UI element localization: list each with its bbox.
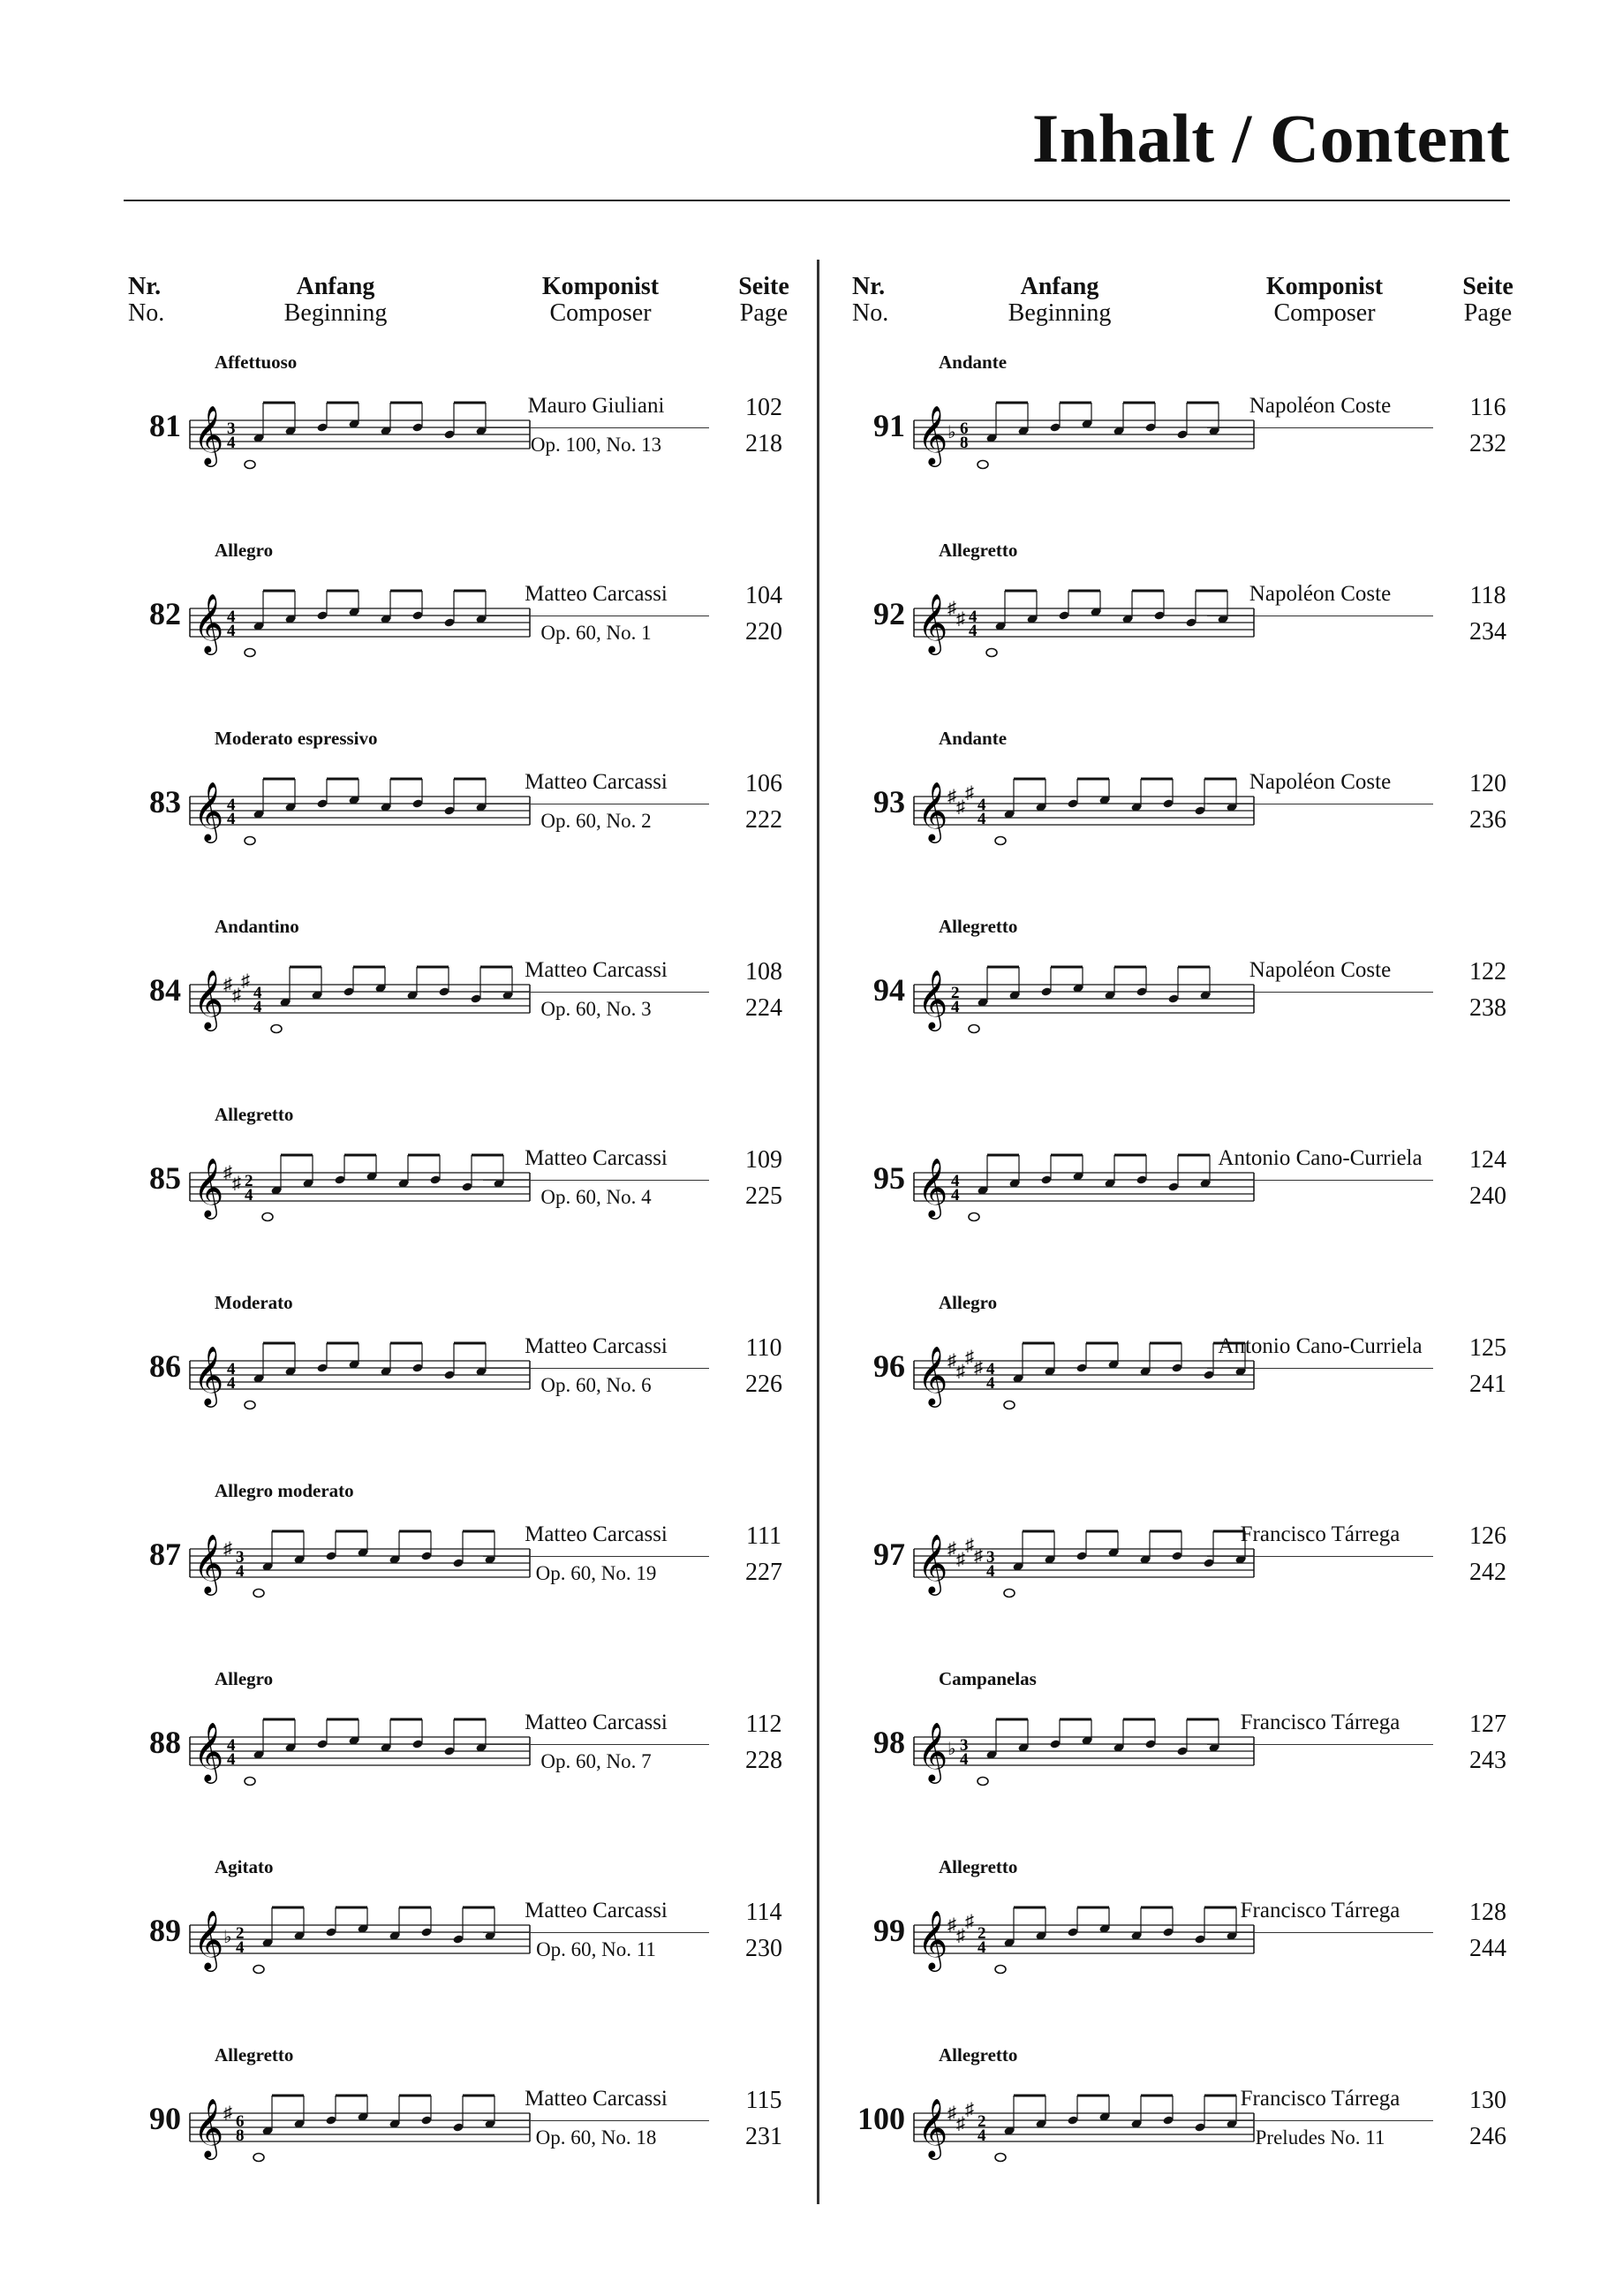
page-number-secondary: 236 bbox=[1469, 806, 1506, 834]
opus-number: Op. 60, No. 1 bbox=[540, 622, 652, 644]
time-signature-bottom: 4 bbox=[969, 622, 978, 640]
header-composer-de: Komponist bbox=[1265, 273, 1384, 300]
page-number-primary: 127 bbox=[1469, 1711, 1506, 1738]
opus-number: Op. 60, No. 4 bbox=[540, 1186, 652, 1208]
bass-note-head bbox=[1004, 1401, 1015, 1409]
composer-rule bbox=[483, 1744, 709, 1745]
header-beginning-en: Beginning bbox=[1008, 299, 1112, 327]
page-number-secondary: 231 bbox=[745, 2123, 782, 2150]
sharp-icon: ♯ bbox=[241, 971, 250, 991]
sharp-icon: ♯ bbox=[965, 1912, 974, 1931]
tempo-marking: Allegro moderato bbox=[215, 1480, 354, 1501]
opus-number: Op. 60, No. 2 bbox=[540, 810, 652, 832]
flat-icon: ♭ bbox=[223, 1928, 232, 1947]
header-composer-de: Komponist bbox=[541, 273, 660, 300]
time-signature-bottom: 8 bbox=[960, 434, 969, 452]
composer-name: Francisco Tárrega bbox=[1240, 1522, 1400, 1546]
tempo-marking: Allegretto bbox=[939, 2044, 1018, 2066]
bass-note-head bbox=[995, 2154, 1006, 2162]
tempo-marking: Allegretto bbox=[939, 1856, 1018, 1877]
bass-note-head bbox=[245, 649, 255, 657]
time-signature-bottom: 4 bbox=[245, 1186, 253, 1205]
composer-name: Antonio Cano-Curriela bbox=[1218, 1146, 1423, 1170]
page-number-primary: 120 bbox=[1469, 770, 1506, 797]
treble-clef-icon: 𝄞 bbox=[193, 1157, 224, 1217]
time-signature-top: 4 bbox=[227, 608, 236, 626]
sharp-icon: ♯ bbox=[947, 599, 956, 618]
opus-number: Preludes No. 11 bbox=[1255, 2126, 1385, 2149]
time-signature-bottom: 4 bbox=[227, 622, 236, 640]
bass-note-head bbox=[995, 837, 1006, 845]
entry-number: 83 bbox=[149, 784, 181, 819]
time-signature-top: 2 bbox=[978, 1924, 986, 1943]
time-signature-top: 4 bbox=[227, 796, 236, 814]
toc-entry[interactable] bbox=[128, 1480, 834, 1657]
entry-number: 93 bbox=[873, 784, 905, 819]
treble-clef-icon: 𝄞 bbox=[917, 404, 948, 464]
composer-name: Antonio Cano-Curriela bbox=[1218, 1334, 1423, 1358]
composer-rule bbox=[483, 1556, 709, 1557]
composer-name: Francisco Tárrega bbox=[1240, 2087, 1400, 2111]
header-page-de: Seite bbox=[738, 273, 789, 300]
treble-clef-icon: 𝄞 bbox=[917, 781, 948, 841]
composer-name: Francisco Tárrega bbox=[1240, 1711, 1400, 1734]
sharp-icon: ♯ bbox=[223, 1539, 232, 1559]
composer-rule bbox=[483, 1932, 709, 1933]
opus-number: Op. 60, No. 19 bbox=[535, 1562, 657, 1584]
composer-name: Matteo Carcassi bbox=[525, 1711, 668, 1734]
entry-number: 88 bbox=[149, 1725, 181, 1760]
composer-rule bbox=[483, 2120, 709, 2121]
opus-number: Op. 60, No. 7 bbox=[540, 1750, 652, 1772]
right-column bbox=[852, 0, 1559, 2296]
left-column bbox=[128, 0, 834, 2296]
composer-rule bbox=[1207, 1556, 1433, 1557]
sharp-icon: ♯ bbox=[223, 1163, 232, 1182]
time-signature-top: 4 bbox=[253, 984, 262, 1002]
page-number-secondary: 243 bbox=[1469, 1747, 1506, 1774]
tempo-marking: Allegretto bbox=[939, 916, 1018, 937]
composer-rule bbox=[1207, 1932, 1433, 1933]
sharp-icon: ♯ bbox=[956, 609, 965, 629]
sharp-icon: ♯ bbox=[956, 797, 965, 817]
treble-clef-icon: 𝄞 bbox=[917, 1721, 948, 1781]
bass-note-head bbox=[978, 461, 988, 469]
bass-note-head bbox=[253, 1966, 264, 1974]
entry-number: 85 bbox=[149, 1160, 181, 1196]
composer-name: Matteo Carcassi bbox=[525, 958, 668, 982]
bass-note-head bbox=[271, 1025, 282, 1033]
time-signature-top: 4 bbox=[969, 608, 978, 626]
time-signature-bottom: 4 bbox=[960, 1750, 969, 1769]
header-page-en: Page bbox=[739, 299, 789, 327]
treble-clef-icon: 𝄞 bbox=[193, 1909, 224, 1969]
sharp-icon: ♯ bbox=[974, 1546, 983, 1566]
page-number-secondary: 246 bbox=[1469, 2123, 1506, 2150]
composer-name: Mauro Giuliani bbox=[527, 394, 665, 418]
sharp-icon: ♯ bbox=[947, 1351, 956, 1371]
composer-rule bbox=[483, 1368, 709, 1369]
page-number-primary: 128 bbox=[1469, 1899, 1506, 1926]
page-number-secondary: 220 bbox=[745, 618, 782, 646]
composer-name: Matteo Carcassi bbox=[525, 1899, 668, 1922]
entry-number: 81 bbox=[149, 408, 181, 443]
entry-number: 89 bbox=[149, 1913, 181, 1948]
sharp-icon: ♯ bbox=[956, 1926, 965, 1945]
header-beginning-de: Anfang bbox=[1020, 273, 1099, 300]
sharp-icon: ♯ bbox=[956, 1362, 965, 1381]
page-number-primary: 110 bbox=[745, 1334, 782, 1362]
page-number-primary: 111 bbox=[746, 1522, 781, 1550]
time-signature-top: 2 bbox=[951, 984, 960, 1002]
entry-number: 98 bbox=[873, 1725, 905, 1760]
page-number-primary: 109 bbox=[745, 1146, 782, 1174]
header-number bbox=[128, 274, 181, 327]
composer-rule bbox=[483, 1180, 709, 1181]
page-number-primary: 115 bbox=[745, 2087, 782, 2114]
page-number-secondary: 226 bbox=[745, 1371, 782, 1398]
time-signature-top: 6 bbox=[236, 2112, 245, 2131]
entry-number: 91 bbox=[873, 408, 905, 443]
toc-entry[interactable] bbox=[852, 916, 1559, 1092]
sharp-icon: ♯ bbox=[965, 783, 974, 803]
composer-rule bbox=[1207, 992, 1433, 993]
treble-clef-icon: 𝄞 bbox=[193, 593, 224, 653]
composer-rule bbox=[1207, 427, 1433, 428]
time-signature-bottom: 4 bbox=[951, 998, 960, 1016]
time-signature-bottom: 4 bbox=[236, 1562, 245, 1581]
time-signature-bottom: 4 bbox=[978, 810, 986, 828]
time-signature-bottom: 4 bbox=[951, 1186, 960, 1205]
page-number-secondary: 218 bbox=[745, 430, 782, 457]
page-number-primary: 112 bbox=[745, 1711, 782, 1738]
composer-rule bbox=[1207, 1180, 1433, 1181]
time-signature-top: 2 bbox=[978, 2112, 986, 2131]
time-signature-bottom: 8 bbox=[236, 2126, 245, 2145]
time-signature-bottom: 4 bbox=[227, 1374, 236, 1393]
entry-number: 95 bbox=[873, 1160, 905, 1196]
toc-entry[interactable] bbox=[852, 1480, 1559, 1657]
treble-clef-icon: 𝄞 bbox=[917, 969, 948, 1029]
page-number-secondary: 224 bbox=[745, 994, 782, 1022]
header-composer bbox=[1205, 274, 1444, 327]
time-signature-bottom: 4 bbox=[978, 1938, 986, 1957]
sharp-icon: ♯ bbox=[223, 2103, 232, 2123]
time-signature-top: 3 bbox=[986, 1548, 995, 1567]
composer-name: Francisco Tárrega bbox=[1240, 1899, 1400, 1922]
page-number-primary: 130 bbox=[1469, 2087, 1506, 2114]
page-number-primary: 126 bbox=[1469, 1522, 1506, 1550]
bass-note-head bbox=[245, 1778, 255, 1786]
composer-name: Matteo Carcassi bbox=[525, 1146, 668, 1170]
tempo-marking: Campanelas bbox=[939, 1668, 1037, 1689]
page-number-primary: 108 bbox=[745, 958, 782, 986]
toc-entry[interactable] bbox=[128, 351, 834, 528]
header-page-de: Seite bbox=[1462, 273, 1514, 300]
header-page bbox=[715, 274, 812, 327]
tempo-marking: Allegretto bbox=[215, 1104, 294, 1125]
time-signature-top: 4 bbox=[227, 1736, 236, 1755]
treble-clef-icon: 𝄞 bbox=[917, 2097, 948, 2157]
toc-entry[interactable] bbox=[128, 1668, 834, 1845]
tempo-marking: Andante bbox=[939, 351, 1008, 373]
toc-entry[interactable] bbox=[128, 1104, 834, 1280]
entry-number: 96 bbox=[873, 1348, 905, 1384]
treble-clef-icon: 𝄞 bbox=[193, 1345, 224, 1405]
page-number-primary: 124 bbox=[1469, 1146, 1506, 1174]
sharp-icon: ♯ bbox=[947, 1539, 956, 1559]
opus-number: Op. 60, No. 3 bbox=[540, 998, 652, 1020]
toc-entry[interactable] bbox=[852, 351, 1559, 528]
tempo-marking: Allegretto bbox=[215, 2044, 294, 2066]
time-signature-bottom: 4 bbox=[986, 1562, 995, 1581]
entry-number: 84 bbox=[149, 972, 181, 1008]
composer-rule bbox=[483, 427, 709, 428]
page-number-secondary: 227 bbox=[745, 1559, 782, 1586]
sharp-icon: ♯ bbox=[974, 1358, 983, 1378]
toc-entry[interactable] bbox=[128, 916, 834, 1092]
header-page-en: Page bbox=[1463, 299, 1513, 327]
header-number-en: No. bbox=[128, 299, 165, 327]
toc-entry[interactable] bbox=[128, 2044, 834, 2221]
page-number-secondary: 228 bbox=[745, 1747, 782, 1774]
entry-number: 99 bbox=[873, 1913, 905, 1948]
time-signature-top: 6 bbox=[960, 419, 969, 438]
treble-clef-icon: 𝄞 bbox=[917, 1345, 948, 1405]
sharp-icon: ♯ bbox=[956, 2114, 965, 2134]
time-signature-top: 3 bbox=[227, 419, 236, 438]
time-signature-bottom: 4 bbox=[253, 998, 262, 1016]
bass-note-head bbox=[995, 1966, 1006, 1974]
header-composer-en: Composer bbox=[1273, 299, 1376, 327]
toc-entry[interactable] bbox=[852, 2044, 1559, 2221]
entry-number: 94 bbox=[873, 972, 905, 1008]
bass-note-head bbox=[969, 1213, 979, 1221]
sharp-icon: ♯ bbox=[232, 986, 241, 1005]
treble-clef-icon: 𝄞 bbox=[193, 2097, 224, 2157]
composer-name: Matteo Carcassi bbox=[525, 582, 668, 606]
bass-note-head bbox=[253, 2154, 264, 2162]
tempo-marking: Allegro bbox=[215, 1668, 274, 1689]
header-number-de: Nr. bbox=[128, 273, 162, 300]
opus-number: Op. 100, No. 13 bbox=[530, 434, 662, 456]
page-number-primary: 118 bbox=[1469, 582, 1506, 609]
page-number-primary: 122 bbox=[1469, 958, 1506, 986]
toc-entry[interactable] bbox=[852, 1668, 1559, 1845]
tempo-marking: Allegretto bbox=[939, 540, 1018, 561]
header-composer bbox=[481, 274, 720, 327]
composer-name: Napoléon Coste bbox=[1249, 958, 1392, 982]
sharp-icon: ♯ bbox=[947, 1915, 956, 1935]
page-number-secondary: 225 bbox=[745, 1182, 782, 1210]
flat-icon: ♭ bbox=[947, 423, 956, 442]
entry-number: 97 bbox=[873, 1537, 905, 1572]
bass-note-head bbox=[262, 1213, 273, 1221]
sharp-icon: ♯ bbox=[232, 1174, 241, 1193]
time-signature-top: 4 bbox=[951, 1172, 960, 1190]
page-number-primary: 125 bbox=[1469, 1334, 1506, 1362]
time-signature-top: 4 bbox=[986, 1360, 995, 1378]
composer-name: Napoléon Coste bbox=[1249, 770, 1392, 794]
toc-entry[interactable] bbox=[852, 1856, 1559, 2033]
toc-entry[interactable] bbox=[852, 540, 1559, 716]
page-title: Inhalt / Content bbox=[1031, 100, 1510, 177]
opus-number: Op. 60, No. 11 bbox=[536, 1938, 656, 1960]
treble-clef-icon: 𝄞 bbox=[917, 1157, 948, 1217]
composer-name: Matteo Carcassi bbox=[525, 1522, 668, 1546]
composer-rule bbox=[1207, 2120, 1433, 2121]
treble-clef-icon: 𝄞 bbox=[193, 969, 224, 1029]
bass-note-head bbox=[986, 649, 997, 657]
page-number-secondary: 240 bbox=[1469, 1182, 1506, 1210]
header-beginning bbox=[962, 274, 1157, 327]
entry-number: 87 bbox=[149, 1537, 181, 1572]
treble-clef-icon: 𝄞 bbox=[917, 1909, 948, 1969]
time-signature-top: 2 bbox=[245, 1172, 253, 1190]
sharp-icon: ♯ bbox=[965, 2100, 974, 2119]
page-number-primary: 104 bbox=[745, 582, 782, 609]
time-signature-bottom: 4 bbox=[978, 2126, 986, 2145]
composer-rule bbox=[483, 992, 709, 993]
bass-note-head bbox=[245, 1401, 255, 1409]
header-number bbox=[852, 274, 905, 327]
flat-icon: ♭ bbox=[947, 1740, 956, 1759]
header-page bbox=[1439, 274, 1536, 327]
bass-note-head bbox=[969, 1025, 979, 1033]
time-signature-top: 4 bbox=[978, 796, 986, 814]
composer-name: Napoléon Coste bbox=[1249, 582, 1392, 606]
sharp-icon: ♯ bbox=[947, 2103, 956, 2123]
entry-number: 90 bbox=[149, 2101, 181, 2136]
toc-entry[interactable] bbox=[852, 1104, 1559, 1280]
header-beginning-en: Beginning bbox=[283, 299, 388, 327]
page-number-secondary: 244 bbox=[1469, 1935, 1506, 1962]
time-signature-bottom: 4 bbox=[227, 1750, 236, 1769]
time-signature-bottom: 4 bbox=[986, 1374, 995, 1393]
time-signature-bottom: 4 bbox=[227, 810, 236, 828]
bass-note-head bbox=[245, 837, 255, 845]
page-number-secondary: 242 bbox=[1469, 1559, 1506, 1586]
entry-number: 100 bbox=[857, 2101, 905, 2136]
tempo-marking: Allegro bbox=[215, 540, 274, 561]
page-number-primary: 106 bbox=[745, 770, 782, 797]
sharp-icon: ♯ bbox=[223, 975, 232, 994]
tempo-marking: Allegro bbox=[939, 1292, 998, 1313]
entry-number: 86 bbox=[149, 1348, 181, 1384]
opus-number: Op. 60, No. 6 bbox=[540, 1374, 652, 1396]
page-number-secondary: 222 bbox=[745, 806, 782, 834]
time-signature-top: 2 bbox=[236, 1924, 245, 1943]
entry-number: 82 bbox=[149, 596, 181, 631]
header-number-en: No. bbox=[852, 299, 889, 327]
bass-note-head bbox=[253, 1590, 264, 1597]
composer-name: Matteo Carcassi bbox=[525, 2087, 668, 2111]
sharp-icon: ♯ bbox=[947, 787, 956, 806]
bass-note-head bbox=[1004, 1590, 1015, 1597]
header-number-de: Nr. bbox=[852, 273, 886, 300]
treble-clef-icon: 𝄞 bbox=[193, 1721, 224, 1781]
sharp-icon: ♯ bbox=[956, 1550, 965, 1569]
treble-clef-icon: 𝄞 bbox=[193, 404, 224, 464]
composer-name: Napoléon Coste bbox=[1249, 394, 1392, 418]
time-signature-top: 3 bbox=[960, 1736, 969, 1755]
composer-rule bbox=[1207, 1368, 1433, 1369]
tempo-marking: Agitato bbox=[215, 1856, 274, 1877]
composer-rule bbox=[1207, 1744, 1433, 1745]
toc-entry[interactable] bbox=[128, 1856, 834, 2033]
treble-clef-icon: 𝄞 bbox=[193, 781, 224, 841]
bass-note-head bbox=[978, 1778, 988, 1786]
treble-clef-icon: 𝄞 bbox=[193, 1533, 224, 1593]
tempo-marking: Moderato bbox=[215, 1292, 293, 1313]
sharp-icon: ♯ bbox=[965, 1536, 974, 1555]
composer-name: Matteo Carcassi bbox=[525, 770, 668, 794]
page-number-secondary: 230 bbox=[745, 1935, 782, 1962]
tempo-marking: Moderato espressivo bbox=[215, 728, 378, 749]
header-beginning-de: Anfang bbox=[296, 273, 375, 300]
treble-clef-icon: 𝄞 bbox=[917, 593, 948, 653]
time-signature-top: 3 bbox=[236, 1548, 245, 1567]
bass-note-head bbox=[245, 461, 255, 469]
page-number-secondary: 232 bbox=[1469, 430, 1506, 457]
entry-number: 92 bbox=[873, 596, 905, 631]
page-number-primary: 116 bbox=[1469, 394, 1506, 421]
time-signature-bottom: 4 bbox=[227, 434, 236, 452]
toc-entry[interactable] bbox=[128, 1292, 834, 1469]
page-number-primary: 102 bbox=[745, 394, 782, 421]
toc-entry[interactable] bbox=[128, 540, 834, 716]
tempo-marking: Andantino bbox=[215, 916, 299, 937]
sharp-icon: ♯ bbox=[965, 1348, 974, 1367]
toc-entry[interactable] bbox=[852, 1292, 1559, 1469]
tempo-marking: Andante bbox=[939, 728, 1008, 749]
composer-name: Matteo Carcassi bbox=[525, 1334, 668, 1358]
toc-entry[interactable] bbox=[852, 728, 1559, 904]
page-number-primary: 114 bbox=[745, 1899, 782, 1926]
toc-entry[interactable] bbox=[128, 728, 834, 904]
page-number-secondary: 234 bbox=[1469, 618, 1506, 646]
page-number-secondary: 238 bbox=[1469, 994, 1506, 1022]
opus-number: Op. 60, No. 18 bbox=[535, 2126, 657, 2149]
treble-clef-icon: 𝄞 bbox=[917, 1533, 948, 1593]
time-signature-top: 4 bbox=[227, 1360, 236, 1378]
page-number-secondary: 241 bbox=[1469, 1371, 1506, 1398]
header-beginning bbox=[238, 274, 433, 327]
tempo-marking: Affettuoso bbox=[215, 351, 298, 373]
time-signature-bottom: 4 bbox=[236, 1938, 245, 1957]
header-composer-en: Composer bbox=[549, 299, 652, 327]
